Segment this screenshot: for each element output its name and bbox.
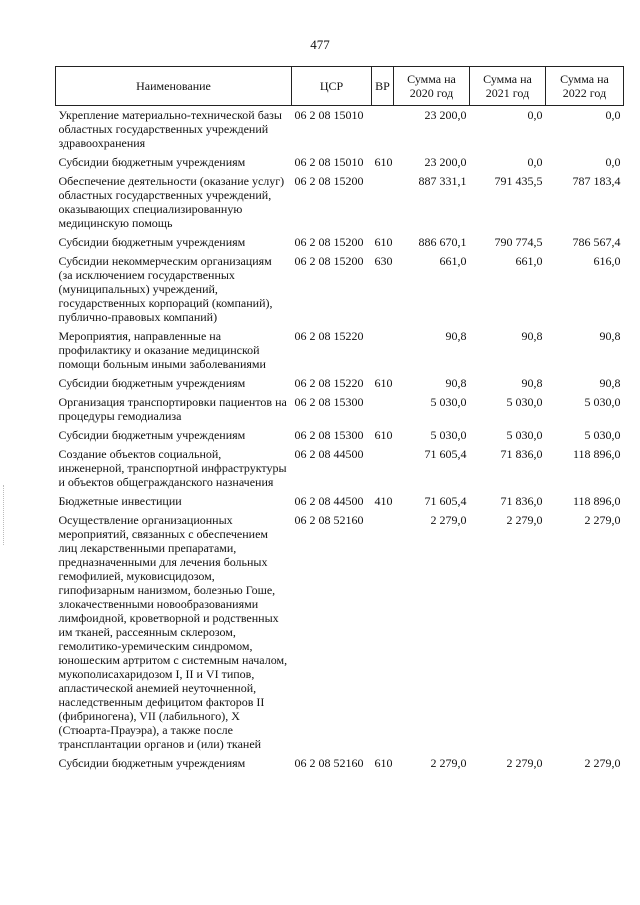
header-name: Наименование <box>56 67 292 106</box>
table-row <box>56 252 624 327</box>
row-sum-2020: 23 200,0 <box>424 155 467 169</box>
row-sum-2022: 90,8 <box>599 329 621 343</box>
table-row <box>56 426 624 445</box>
row-sum-2022: 0,0 <box>605 155 621 169</box>
row-sum-2022: 118 896,0 <box>572 447 621 461</box>
row-sum-2020: 90,8 <box>445 329 467 343</box>
header-sum-2020: Сумма на 2020 год <box>394 67 470 106</box>
row-vr: 610 <box>374 428 393 442</box>
row-sum-2022: 787 183,4 <box>572 174 621 188</box>
row-name: Субсидии бюджетным учреждениям <box>58 235 246 249</box>
row-csr: 06 2 08 44500 <box>294 494 364 508</box>
table-row <box>56 327 624 374</box>
row-csr: 06 2 08 15200 <box>294 254 364 268</box>
row-sum-2022: 0,0 <box>605 108 621 122</box>
row-sum-2020: 2 279,0 <box>430 513 467 527</box>
row-name: Бюджетные инвестиции <box>58 494 182 508</box>
row-sum-2021: 661,0 <box>515 254 543 268</box>
header-csr: ЦСР <box>292 67 372 106</box>
row-sum-2022: 2 279,0 <box>584 756 621 770</box>
row-vr <box>372 327 394 374</box>
row-sum-2020: 23 200,0 <box>424 108 467 122</box>
row-name: Обеспечение деятельности (оказание услуг) областных государственных учреждений, оказывающих специализированную медицинскую помощь <box>58 174 285 230</box>
row-sum-2022: 5 030,0 <box>584 428 621 442</box>
table-row <box>56 374 624 393</box>
row-sum-2021: 2 279,0 <box>506 513 543 527</box>
row-name: Организация транспортировки пациентов на процедуры гемодиализа <box>58 395 287 423</box>
row-sum-2020: 661,0 <box>439 254 467 268</box>
row-sum-2022: 616,0 <box>593 254 621 268</box>
table-row <box>56 445 624 492</box>
row-sum-2020: 90,8 <box>445 376 467 390</box>
row-sum-2021: 90,8 <box>521 376 543 390</box>
row-sum-2021: 0,0 <box>527 155 543 169</box>
row-vr <box>372 172 394 233</box>
table-header-row <box>56 67 624 106</box>
row-sum-2020: 886 670,1 <box>418 235 467 249</box>
budget-table <box>55 66 624 773</box>
row-vr <box>372 511 394 754</box>
scan-margin-mark <box>3 485 6 545</box>
row-vr: 610 <box>374 235 393 249</box>
row-sum-2021: 791 435,5 <box>494 174 543 188</box>
header-vr: ВР <box>372 67 394 106</box>
row-name: Субсидии бюджетным учреждениям <box>58 155 246 169</box>
row-csr: 06 2 08 15220 <box>294 329 364 343</box>
row-sum-2021: 71 836,0 <box>500 447 543 461</box>
row-sum-2020: 71 605,4 <box>424 494 467 508</box>
row-name: Субсидии бюджетным учреждениям <box>58 428 246 442</box>
row-csr: 06 2 08 15200 <box>294 235 364 249</box>
row-sum-2020: 887 331,1 <box>418 174 467 188</box>
table-row <box>56 153 624 172</box>
row-sum-2021: 5 030,0 <box>506 395 543 409</box>
row-name: Мероприятия, направленные на профилактику и оказание медицинской помощи больным иными заболеваниями <box>58 329 266 371</box>
row-vr <box>372 445 394 492</box>
row-vr: 410 <box>374 494 393 508</box>
table-row <box>56 492 624 511</box>
row-csr: 06 2 08 15200 <box>294 174 364 188</box>
row-sum-2021: 71 836,0 <box>500 494 543 508</box>
row-sum-2021: 2 279,0 <box>506 756 543 770</box>
row-sum-2022: 2 279,0 <box>584 513 621 527</box>
table-row <box>56 106 624 154</box>
header-sum-2022: Сумма на 2022 год <box>546 67 624 106</box>
table-row <box>56 754 624 773</box>
row-sum-2021: 90,8 <box>521 329 543 343</box>
table-row <box>56 233 624 252</box>
table-row <box>56 393 624 426</box>
row-csr: 06 2 08 15010 <box>294 155 364 169</box>
row-sum-2020: 71 605,4 <box>424 447 467 461</box>
row-vr <box>372 393 394 426</box>
row-csr: 06 2 08 15300 <box>294 428 364 442</box>
row-name: Укрепление материально-технической базы областных государственных учреждений здравоохранения <box>58 108 282 150</box>
row-vr: 610 <box>374 376 393 390</box>
row-sum-2020: 2 279,0 <box>430 756 467 770</box>
row-csr: 06 2 08 44500 <box>294 447 364 461</box>
row-sum-2022: 90,8 <box>599 376 621 390</box>
row-name: Создание объектов социальной, инженерной, транспортной инфраструктуры и объектов общегражданского назначения <box>58 447 287 489</box>
row-sum-2022: 786 567,4 <box>572 235 621 249</box>
row-sum-2022: 118 896,0 <box>572 494 621 508</box>
row-vr: 610 <box>374 155 393 169</box>
row-sum-2021: 790 774,5 <box>494 235 543 249</box>
row-vr <box>372 106 394 154</box>
row-csr: 06 2 08 15300 <box>294 395 364 409</box>
row-sum-2020: 5 030,0 <box>430 428 467 442</box>
row-name: Субсидии бюджетным учреждениям <box>58 756 246 770</box>
header-sum-2021: Сумма на 2021 год <box>470 67 546 106</box>
row-sum-2021: 5 030,0 <box>506 428 543 442</box>
row-sum-2021: 0,0 <box>527 108 543 122</box>
row-csr: 06 2 08 15010 <box>294 108 364 122</box>
row-csr: 06 2 08 52160 <box>294 756 364 770</box>
row-vr: 610 <box>374 756 393 770</box>
row-csr: 06 2 08 15220 <box>294 376 364 390</box>
table-row <box>56 172 624 233</box>
table-body <box>56 106 624 774</box>
row-name: Субсидии некоммерческим организациям (за исключением государственных (муниципальных) учреждений, государственных корпораций (компаний), публично-правовых компаний) <box>58 254 273 324</box>
row-vr: 630 <box>374 254 393 268</box>
row-name: Осуществление организационных мероприятий, связанных с обеспечением лиц лекарственными препаратами, предназначенными для лечения больных гемофилией, муковисцидозом, гипофизарным нанизмом, болезнью Гоше, злокачественными новообразованиями лимфоидной, кроветворной и родственных им тканей, рассеянным склерозом, гемолитико-уремическим синдромом, юношеским артритом с системным началом, мукополисахаридозом I, II и VI типов, апластической анемией неуточненной, наследственным дефицитом факторов II (фибриногена), VII (лабильного), X (Стюарта-Прауэра), а также после трансплантации органов и (или) тканей <box>58 513 288 751</box>
row-sum-2020: 5 030,0 <box>430 395 467 409</box>
page-number: 477 <box>310 37 330 52</box>
row-csr: 06 2 08 52160 <box>294 513 364 527</box>
row-sum-2022: 5 030,0 <box>584 395 621 409</box>
table-row <box>56 511 624 754</box>
row-name: Субсидии бюджетным учреждениям <box>58 376 246 390</box>
